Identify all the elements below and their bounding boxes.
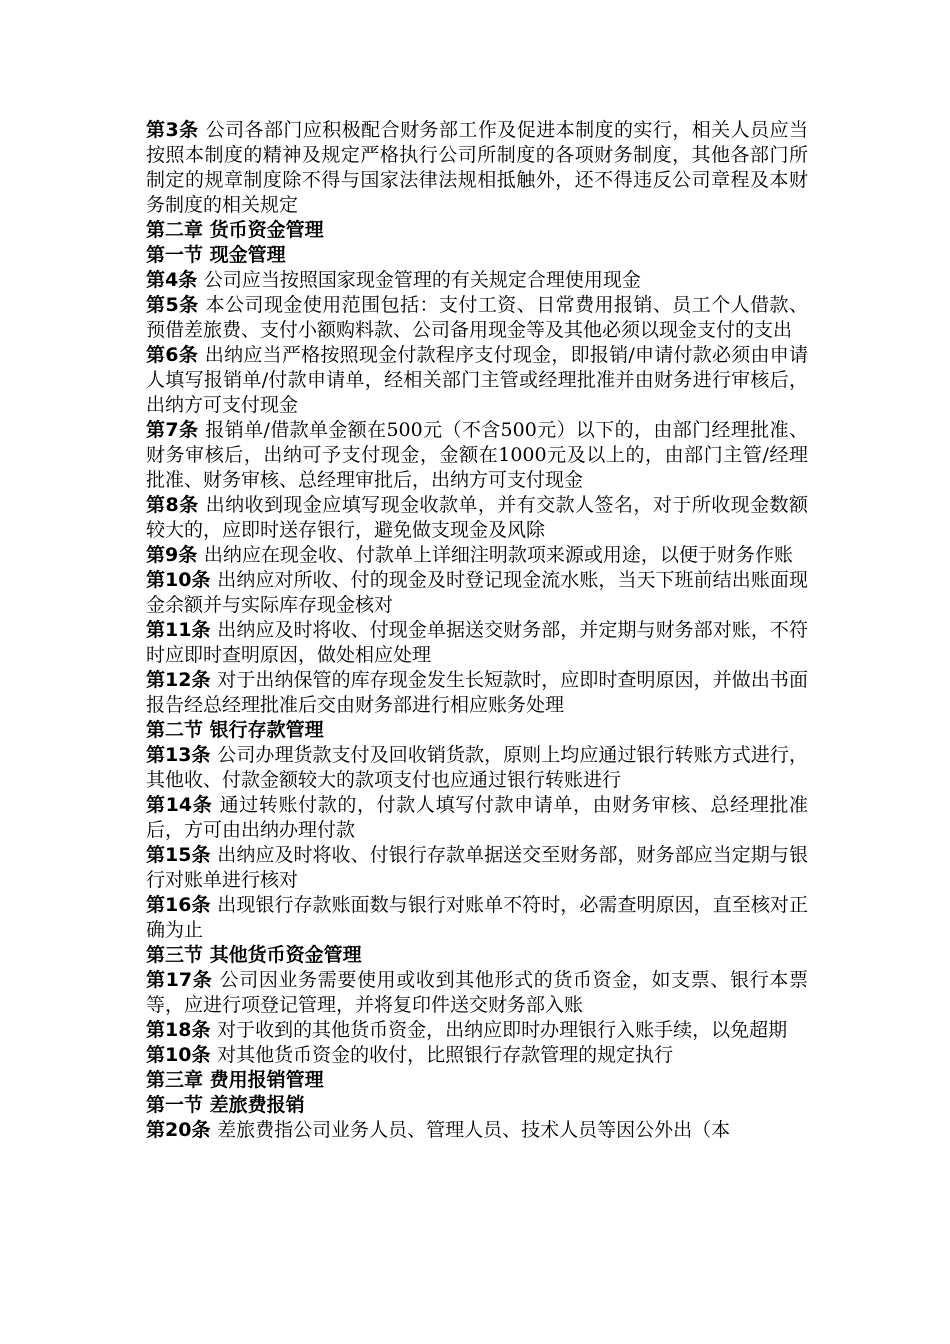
article-label: 第10条	[146, 569, 211, 591]
article-12	[146, 668, 808, 718]
section-heading-cash: 第一节 现金管理	[146, 244, 286, 266]
article-15	[146, 843, 808, 893]
section-heading-other-funds: 第三节 其他货币资金管理	[146, 944, 362, 966]
section-heading-travel: 第一节 差旅费报销	[146, 1094, 305, 1116]
article-9	[146, 543, 808, 568]
article-19	[146, 1043, 808, 1068]
article-7	[146, 418, 808, 493]
article-label: 第3条	[146, 119, 199, 141]
article-label: 第5条	[146, 294, 199, 316]
article-text: 出纳应及时将收、付现金单据送交财务部，并定期与财务部对账，不符时应即时查明原因，做处相应处理	[146, 619, 808, 666]
article-label: 第17条	[146, 969, 213, 991]
article-label: 第4条	[146, 269, 198, 291]
article-8	[146, 493, 808, 543]
article-text: 通过转账付款的，付款人填写付款申请单，由财务审核、总经理批准后，方可由出纳办理付款	[146, 794, 808, 841]
article-label: 第14条	[146, 794, 213, 816]
article-label: 第13条	[146, 744, 211, 766]
article-text: 出纳应及时将收、付银行存款单据送交至财务部，财务部应当定期与银行对账单进行核对	[146, 844, 808, 891]
document-page	[146, 118, 808, 1143]
article-text: 公司各部门应积极配合财务部工作及促进本制度的实行，相关人员应当按照本制度的精神及规定严格执行公司所制度的各项财务制度，其他各部门所制定的规章制度除不得与国家法律法规相抵触外，还不得违反公司章程及本财务制度的相关规定	[146, 119, 808, 216]
article-label: 第8条	[146, 494, 199, 516]
article-text: 对于收到的其他货币资金，出纳应即时办理银行入账手续，以免超期	[217, 1019, 788, 1041]
article-5	[146, 293, 808, 343]
article-text: 对其他货币资金的收付，比照银行存款管理的规定执行	[217, 1044, 674, 1066]
article-text: 公司办理货款支付及回收销货款，原则上均应通过银行转账方式进行，其他收、付款金额较大的款项支付也应通过银行转账进行	[146, 744, 808, 791]
article-label: 第10条	[146, 1044, 211, 1066]
article-text: 出纳应当严格按照现金付款程序支付现金，即报销/申请付款必须由申请人填写报销单/付款申请单，经相关部门主管或经理批准并由财务进行审核后，出纳方可支付现金	[146, 344, 808, 416]
article-label: 第11条	[146, 619, 211, 641]
article-label: 第9条	[146, 544, 198, 566]
article-label: 第7条	[146, 419, 199, 441]
article-16	[146, 893, 808, 943]
article-text: 对于出纳保管的库存现金发生长短款时，应即时查明原因，并做出书面报告经总经理批准后交由财务部进行相应账务处理	[146, 669, 808, 716]
chapter-heading-3: 第三章 费用报销管理	[146, 1069, 324, 1091]
article-label: 第12条	[146, 669, 211, 691]
article-20	[146, 1118, 808, 1143]
article-text: 出现银行存款账面数与银行对账单不符时，必需查明原因，直至核对正确为止	[146, 894, 808, 941]
article-3	[146, 118, 808, 218]
section-heading-bank: 第二节 银行存款管理	[146, 719, 324, 741]
article-10	[146, 568, 808, 618]
article-label: 第18条	[146, 1019, 211, 1041]
article-6	[146, 343, 808, 418]
article-text: 出纳应对所收、付的现金及时登记现金流水账，当天下班前结出账面现金余额并与实际库存现金核对	[146, 569, 808, 616]
article-13	[146, 743, 808, 793]
chapter-heading-2: 第二章 货币资金管理	[146, 219, 324, 241]
article-14	[146, 793, 808, 843]
article-label: 第16条	[146, 894, 211, 916]
article-text: 本公司现金使用范围包括：支付工资、日常费用报销、员工个人借款、预借差旅费、支付小额购料款、公司备用现金等及其他必须以现金支付的支出	[146, 294, 808, 341]
article-text: 公司应当按照国家现金管理的有关规定合理使用现金	[203, 269, 641, 291]
article-text: 出纳收到现金应填写现金收款单，并有交款人签名，对于所收现金数额较大的，应即时送存银行，避免做支现金及风除	[146, 494, 808, 541]
article-17	[146, 968, 808, 1018]
article-text: 公司因业务需要使用或收到其他形式的货币资金，如支票、银行本票等，应进行项登记管理，并将复印件送交财务部入账	[146, 969, 808, 1016]
article-text: 报销单/借款单金额在500元（不含500元）以下的，由部门经理批准、财务审核后，出纳可予支付现金，金额在1000元及以上的，由部门主管/经理批准、财务审核、总经理审批后，出纳方可支付现金	[146, 419, 809, 491]
article-text: 出纳应在现金收、付款单上详细注明款项来源或用途，以便于财务作账	[203, 544, 793, 566]
article-11	[146, 618, 808, 668]
article-label: 第6条	[146, 344, 198, 366]
article-text: 差旅费指公司业务人员、管理人员、技术人员等因公外出（本	[217, 1119, 731, 1141]
article-label: 第15条	[146, 844, 211, 866]
article-4	[146, 268, 808, 293]
article-18	[146, 1018, 808, 1043]
article-label: 第20条	[146, 1119, 211, 1141]
